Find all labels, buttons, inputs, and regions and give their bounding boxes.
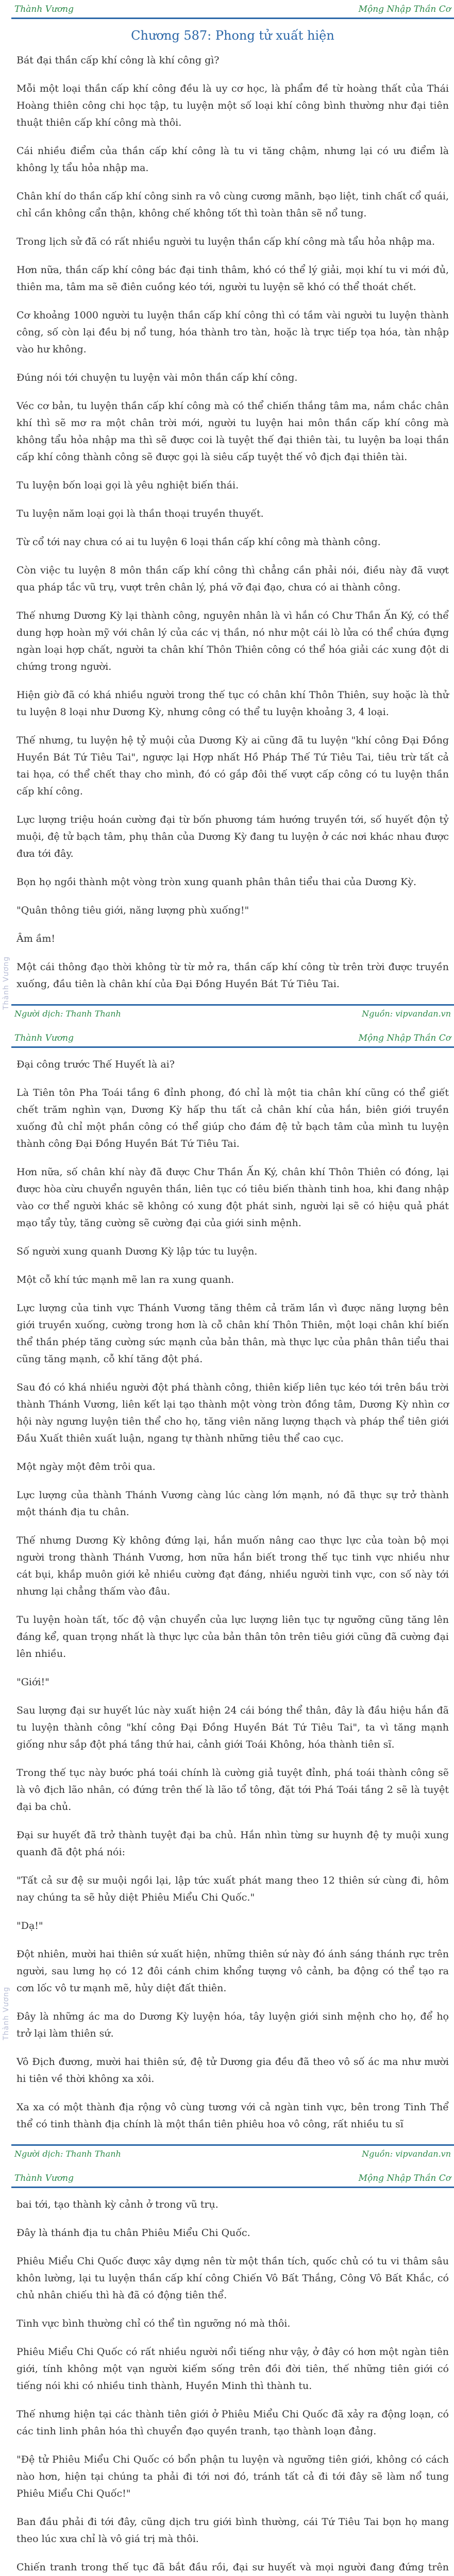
author-label[interactable]: Thành Vương <box>14 1033 74 1043</box>
translator-label: Người dịch: Thanh Thanh <box>14 2149 121 2159</box>
paragraph: "Đệ tử Phiêu Miểu Chi Quốc có bổn phận tu luyện và ngưỡng tiên giới, không có cách nào hơn, hiện tại chúng ta phải đi tới nơi đó, tránh tất cả đi tới đây sẽ làm nổ tung Phiêu Miểu Chi Quốc!" <box>16 2454 449 2499</box>
paragraph: Đại sư huyết đã trở thành tuyệt đại ba chủ. Hắn nhìn từng sư huynh đệ ty muội xung quanh đã đột phá nói: <box>16 1829 449 1858</box>
paragraph: Cơ khoảng 1000 người tu luyện thần cấp khí công thì có tầm vài người tu luyện thành công, số còn lại đều bị nổ tung, hóa thành tro tàn, hoặc là trực tiếp tọa hóa, tàn nhập vào hư không. <box>16 310 449 355</box>
paragraph: Bọn họ ngồi thành một vòng tròn xung quanh phân thân tiểu thai của Dương Kỳ. <box>16 876 417 888</box>
paragraph: Véc cơ bản, tu luyện thần cấp khí công mà có thể chiến thắng tâm ma, nắm chắc chân khí thì sẽ mơ ra một chân trời mới, người tu luyện hai môn thần cấp khí công mà không tẩu hỏa nhập ma thì sẽ được coi là tuyệt thế đại thiên tài, tu luyện ba loại thần cấp khí công thành công sẽ được gọi là siêu cấp tuyệt thế vô địch đại thiên tài. <box>16 400 449 463</box>
paragraph: Tu luyện năm loại gọi là thần thoại truyền thuyết. <box>16 508 264 519</box>
paragraph: Âm ầm! <box>16 933 56 944</box>
paragraph: Một cỗ khí tức mạnh mẽ lan ra xung quanh. <box>16 1274 234 1285</box>
translator-label: Người dịch: Thanh Thanh <box>14 1009 121 1019</box>
book-title[interactable]: Mộng Nhập Thần Cơ <box>358 2173 451 2183</box>
paragraph: Lực lượng triệu hoán cường đại từ bốn phương tám hướng truyền tới, số huyết độn tỷ muội, đệ tử bạch tâm, phụ thân của Dương Kỳ đang tu luyện ở các nơi khác nhau được đưa tới đây. <box>16 814 449 859</box>
section-footer <box>11 1004 454 1023</box>
paragraph: Đúng nói tới chuyện tu luyện vài môn thần cấp khí công. <box>16 372 298 383</box>
chapter-body <box>11 52 454 993</box>
paragraph: Thế nhưng, tu luyện hệ tỷ muội của Dương Kỳ ai cũng đã tu luyện "khí công Đại Đồng Huyền Bát Tứ Tiêu Tai", ngược lại Hợp nhất Hồ Pháp Thế Tứ Tiêu Tai, tiêu trừ tất cả tai họa, có thể chết thay cho mình, đó có gắp đôi thế vượt cấp công có tu luyện thần cấp khí công. <box>16 735 449 797</box>
section-header <box>11 1033 454 1048</box>
source-link[interactable]: Nguồn: vipvandan.vn <box>362 2149 451 2159</box>
paragraph: Sau đó có khá nhiều người đột phá thành công, thiên kiếp liên tục kéo tới trên bầu trời thành Thánh Vương, liên kết lại tạo thành một vòng tròn đồng tâm, Dương Kỳ nhìn cơ hội này ngưng luyện tiên thể cho họ, tăng viên năng lượng thạch và pháp thể tiên giới Đầu Xuất thiên xuất luận, ngang tự thành những tiêu thể cao cục. <box>16 1382 449 1444</box>
paragraph: Là Tiên tôn Pha Toái tầng 6 đỉnh phong, đó chỉ là một tia chân khí cũng có thể giết chết trăm nghìn vạn, Dương Kỳ hấp thu tất cả chân khí của hắn, biên giới truyền xuống đủ chỉ một phần công có thể giúp cho đám đệ tử bạch tâm của mình tu luyện thành công Đại Đồng Huyền Bát Tứ Tiêu Tai. <box>16 1087 449 1149</box>
side-watermark: Thành Vương <box>2 1987 10 2040</box>
paragraph: Trong lịch sử đã có rất nhiều người tu luyện thần cấp khí công mà tẩu hỏa nhập ma. <box>16 236 435 247</box>
paragraph: Thế nhưng Dương Kỳ lại thành công, nguyên nhân là vì hắn có Chư Thần Ấn Ký, có thể dung hợp hoàn mỹ với chân lý của các vị thần, nó như một cái lò lửa có thể chứa đựng ngàn loại hợp chất, người ta chân khí Thôn Thiên công có thể hóa giải các xung đột di chứng trong người. <box>16 610 449 672</box>
paragraph: Chiến tranh trong thế tục đã bắt đầu rồi, đại sư huyết và mọi người đang đứng trên <box>16 2562 449 2573</box>
paragraph: Cái nhiều điểm của thần cấp khí công là tu vi tăng chậm, nhưng lại có ưu điểm là không lỵ tẩu hỏa nhập ma. <box>16 145 449 174</box>
paragraph: Một ngày một đêm trôi qua. <box>16 1461 156 1472</box>
paragraph: "Quân thông tiêu giới, năng lượng phù xuống!" <box>16 905 249 916</box>
paragraph: Tinh vực bình thường chỉ có thể tìn ngưỡng nó mà thôi. <box>16 2318 291 2329</box>
author-label[interactable]: Thành Vương <box>14 4 74 14</box>
paragraph: Số người xung quanh Dương Kỳ lập tức tu luyện. <box>16 1246 258 1257</box>
paragraph: Thế nhưng Dương Kỳ không đứng lại, hắn muốn nâng cao thực lực của toàn bộ mọi người trong thành Thánh Vương, hơn nữa hắn biết trong thế tục tinh vực nhiều như cát bụi, khắp muôn giới kẻ nhiều cường đạt đáng, nhiều người tinh vực, con số này tới nhưng lại chẳng thấm vào đâu. <box>16 1535 449 1597</box>
paragraph: Tu luyện bốn loại gọi là yêu nghiệt biến thái. <box>16 480 239 491</box>
paragraph: Hơn nữa, số chân khí này đã được Chư Thần Ấn Ký, chân khí Thôn Thiên có đóng, lại được hòa cừu chuyển nguyên thần, liên tục có tiêu biến thành tinh hoa, khi đang nhập vào cơ thể người khác sẽ không có xung đột phát sinh, người lại sẽ có hiệu quả phát mạo tẩy tủy, tăng cường sẽ cường đại của giới sinh mệnh. <box>16 1166 449 1229</box>
paragraph: Lực lượng của thành Thánh Vương càng lúc càng lớn mạnh, nó đã thực sự trở thành một thánh địa tu chân. <box>16 1489 449 1518</box>
paragraph: Từ cổ tới nay chưa có ai tu luyện 6 loại thần cấp khí công mà thành công. <box>16 536 381 548</box>
side-watermark: Thành Vương <box>2 956 10 1010</box>
paragraph: Đại công trước Thế Huyết là ai? <box>16 1059 175 1070</box>
paragraph: "Tất cả sư đệ sư muội ngồi lại, lập tức xuất phát mang theo 12 thiên sứ cùng đi, hôm nay chúng ta sẽ hủy diệt Phiêu Miểu Chi Quốc." <box>16 1875 449 1903</box>
paragraph: Sau lượng đại sư huyết lúc này xuất hiện 24 cái bóng thể thân, đây là đầu hiệu hắn đã tu luyện thành công "khí công Đại Đồng Huyền Bát Tứ Tiêu Tai", ta vì tăng mạnh giống như sắp đột phá tầng thứ hai, cảnh giới Toái Không, hóa thành tiên sĩ. <box>16 1705 449 1750</box>
paragraph: Phiêu Miểu Chi Quốc có rất nhiều người nổi tiếng như vậy, ở đây có hơn một ngàn tiên giới, tính không một vạn người kiếm sống trên đồi đời tiên, thế những tiên giới có tiếng nói khi có nhiều tinh thành, Huyền Minh thì thành tu. <box>16 2346 449 2392</box>
chapter-body <box>11 2188 454 2576</box>
page-section-3 <box>11 2169 454 2576</box>
book-title[interactable]: Mộng Nhập Thần Cơ <box>358 4 451 14</box>
page-section-2 <box>11 1029 454 2163</box>
paragraph: Lực lượng của tinh vực Thánh Vương tăng thêm cả trăm lần vì được năng lượng bên giới truyền xuống, cường trong hơn là cỗ chân khí Thôn Thiên, một loại chân khí biến thể thần phép tăng cường sức mạnh của bản thân, mà thực lực của phân thân tiểu thai cũng tăng mạnh, cỗ khí tăng đột phá. <box>16 1302 449 1365</box>
paragraph: Chân khí do thần cấp khí công sinh ra vô cùng cương mãnh, bạo liệt, tinh chất cổ quái, chỉ cần không cẩn thận, không chế không tốt thì toàn thân sẽ nổ tung. <box>16 191 449 219</box>
paragraph: Xa xa có một thành địa rộng vô cùng tương với cả ngàn tinh vực, bên trong Tinh Thể thể có tinh thành địa chính là một thần tiên phiêu hoa vô công, rất nhiều tu sĩ <box>16 2102 449 2130</box>
paragraph: Còn việc tu luyện 8 môn thần cấp khí công thì chẳng cần phải nói, điều này đã vượt qua pháp tắc vũ trụ, vượt trên chân lý, phá vỡ đại đạo, chưa có ai thành công. <box>16 565 449 593</box>
paragraph: Ban đầu phải đi tới đây, cũng dịch tru giới bình thường, cái Tứ Tiêu Tai bọn họ mang theo lúc xưa chỉ là vô giá trị mà thôi. <box>16 2516 449 2545</box>
paragraph: Đột nhiên, mười hai thiên sứ xuất hiện, những thiên sứ này đó ánh sáng thánh rực trên người, sau lưng họ có 12 đôi cánh chim khổng tượng vô cảnh, ba động có thể tạo ra cơn lốc vô tư mạnh mẽ, hủy diệt đất thiên. <box>16 1948 449 1994</box>
paragraph: "Giới!" <box>16 1676 49 1688</box>
paragraph: Một cái thông đạo thời không từ từ mở ra, thần cấp khí công từ trên trời được truyền xuống, đầu tiên là chân khí của Đại Đồng Huyền Bát Tứ Tiêu Tai. <box>16 961 449 990</box>
paragraph: "Dạ!" <box>16 1920 43 1931</box>
section-header <box>11 2173 454 2188</box>
paragraph: bai tới, tạo thành kỳ cảnh ở trong vũ trụ. <box>16 2199 218 2210</box>
paragraph: Đây là những ác ma do Dương Kỳ luyện hóa, tây luyện giới sinh mệnh cho họ, để họ trở lại làm thiên sứ. <box>16 2011 449 2039</box>
section-footer <box>11 2144 454 2163</box>
paragraph: Hiện giờ đã có khá nhiều người trong thế tục có chân khí Thôn Thiên, suy hoặc là thử tu luyện 8 loại như Dương Kỳ, nhưng công có thể tu luyện khoảng 3, 4 loại. <box>16 689 449 718</box>
chapter-title: Chương 587: Phong tử xuất hiện <box>131 28 334 43</box>
paragraph: Tu luyện hoàn tất, tốc độ vận chuyển của lực lượng liên tục tự ngưỡng cũng tăng lên đáng kể, quan trọng nhất là thực lực của bản thân tôn trên tiêu giới cũng đã cường đại lên nhiều. <box>16 1614 449 1659</box>
chapter-body <box>11 1048 454 2133</box>
paragraph: Vô Địch đương, mười hai thiên sứ, đệ tử Dương gia đều đã theo vô số ác ma như mười hi tiên về thời không xa xôi. <box>16 2056 449 2084</box>
paragraph: Trong thế tục này bước phá toái chính là cường giả tuyệt đỉnh, phá toái thành công sẽ là vô địch lão nhân, có đứng trên thế là lão tổ tông, đặt tới Phá Toái tầng 2 sẽ là tuyệt đại ba chủ. <box>16 1767 449 1812</box>
page-section-1 <box>11 0 454 1023</box>
paragraph: Hơn nữa, thần cấp khí công bác đại tinh thâm, khó có thể lý giải, mọi khí tu vi mới đủ, thiên ma, tâm ma sẽ điên cuồng kéo tới, người tu luyện sẽ khó có thể thoát chết. <box>16 264 449 293</box>
paragraph: Mỗi một loại thần cấp khí công đều là uy cơ học, là phẩm đề từ hoàng thất của Thái Hoàng thiên công chi học tập, tu luyện một số loại khí công bình thường như đại tiên thuật thiên cấp khí công mà thôi. <box>16 83 449 128</box>
paragraph: Đây là thánh địa tu chân Phiêu Miểu Chi Quốc. <box>16 2227 250 2239</box>
author-label[interactable]: Thành Vương <box>14 2173 74 2183</box>
source-link[interactable]: Nguồn: vipvandan.vn <box>362 1009 451 1019</box>
side-watermark <box>2 2092 11 2576</box>
paragraph: Thế nhưng hiện tại các thành tiên giới ở Phiêu Miểu Chi Quốc đã xảy ra động loạn, có các tinh linh phân hóa thì chuyển đạo quyền tranh, tạo thành loạn đảng. <box>16 2409 449 2437</box>
paragraph: Bát đại thần cấp khí công là khí công gì? <box>16 55 220 66</box>
paragraph: Phiêu Miểu Chi Quốc được xây dựng nên từ một thần tích, quốc chủ có tu vi thâm sâu khôn lường, lại tu luyện thần cấp khí công Chiến Vô Bất Thắng, Công Vô Bất Khắc, có chủ nhân chiếu thì hà đã có động tiên thể. <box>16 2256 449 2301</box>
book-title[interactable]: Mộng Nhập Thần Cơ <box>358 1033 451 1043</box>
section-header <box>11 4 454 19</box>
